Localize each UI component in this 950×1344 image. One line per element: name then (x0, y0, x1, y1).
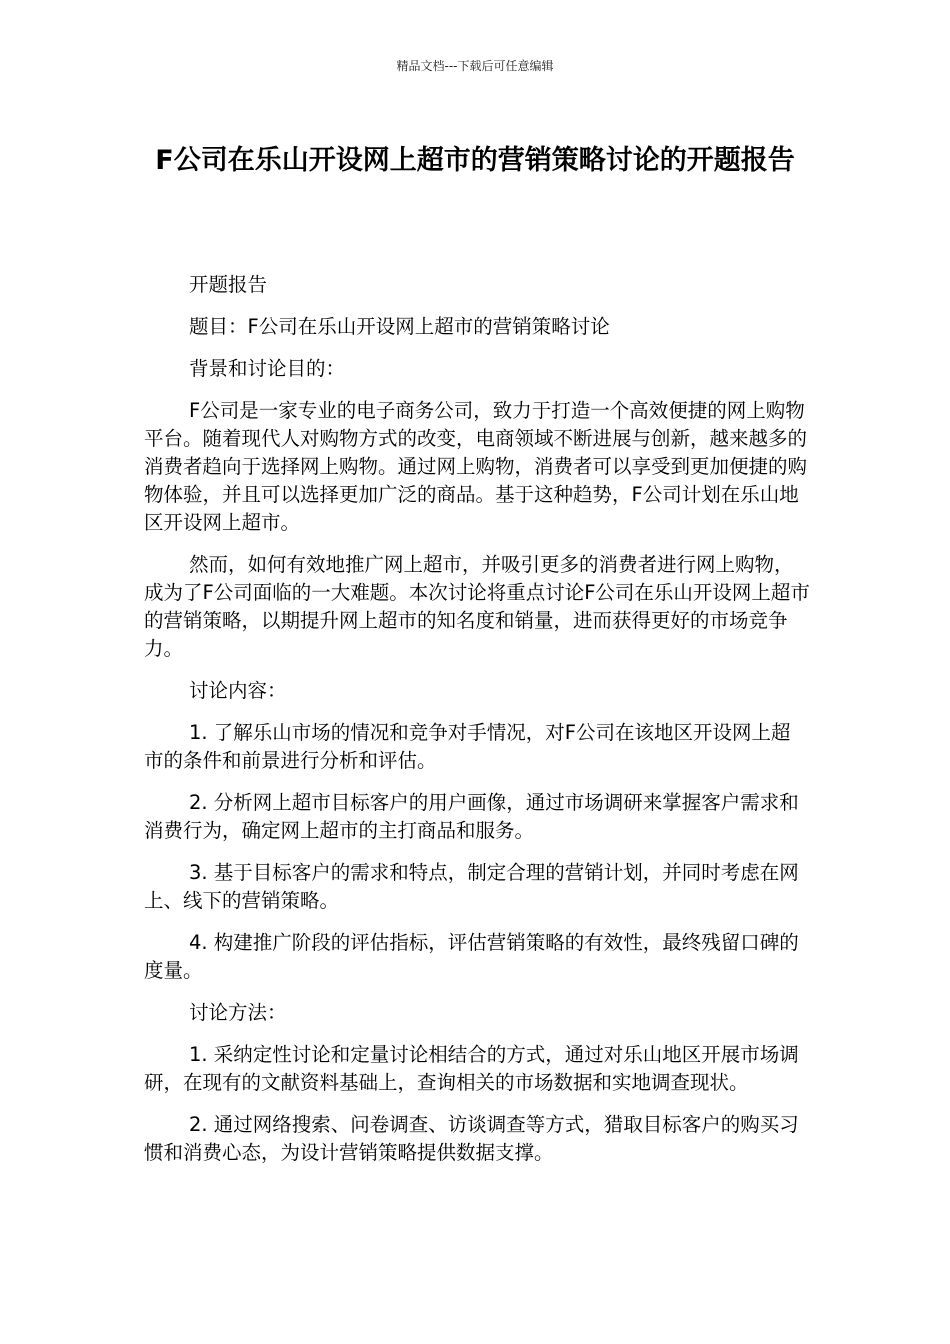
background-label: 背景和讨论目的： (189, 357, 346, 380)
report-topic: 题目：F公司在乐山开设网上超市的营销策略讨论 (189, 315, 610, 338)
content-item: 4. 构建推广阶段的评估指标，评估营销策略的有效性，最终残留口碑的度量。 (144, 931, 799, 982)
content-item: 3. 基于目标客户的需求和特点，制定合理的营销计划，并同时考虑在网上、线下的营销策略。 (144, 861, 799, 912)
background-paragraph: F公司是一家专业的电子商务公司，致力于打造一个高效便捷的网上购物平台。随着现代人对购物方式的改变，电商领域不断进展与创新，越来越多的消费者趋向于选择网上购物。通过网上购物，消费者可以享受到更加便捷的购物体验，并且可以选择更加广泛的商品。基于这种趋势，F公司计划在乐山地区开设网上超市。 (144, 399, 808, 534)
content-item: 1. 了解乐山市场的情况和竞争对手情况，对F公司在该地区开设网上超市的条件和前景进行分析和评估。 (144, 721, 791, 772)
report-heading: 开题报告 (189, 273, 268, 296)
header-note: 精品文档---下载后可任意编辑 (396, 59, 554, 73)
method-item: 2. 通过网络搜索、问卷调查、访谈调查等方式，猎取目标客户的购买习惯和消费心态，为设计营销策略提供数据支撑。 (144, 1113, 799, 1164)
document-body (144, 271, 810, 1181)
document-title: F公司在乐山开设网上超市的营销策略讨论的开题报告 (155, 145, 795, 176)
background-paragraph: 然而，如何有效地推广网上超市，并吸引更多的消费者进行网上购物，成为了F公司面临的一大难题。本次讨论将重点讨论F公司在乐山开设网上超市的营销策略，以期提升网上超市的知名度和销量，进而获得更好的市场竞争力。 (144, 553, 810, 660)
method-item: 1. 采纳定性讨论和定量讨论相结合的方式，通过对乐山地区开展市场调研，在现有的文献资料基础上，查询相关的市场数据和实地调查现状。 (144, 1043, 799, 1094)
content-item: 2. 分析网上超市目标客户的用户画像，通过市场调研来掌握客户需求和消费行为，确定网上超市的主打商品和服务。 (144, 791, 799, 842)
content-label: 讨论内容： (189, 679, 287, 702)
method-label: 讨论方法： (189, 1001, 287, 1024)
